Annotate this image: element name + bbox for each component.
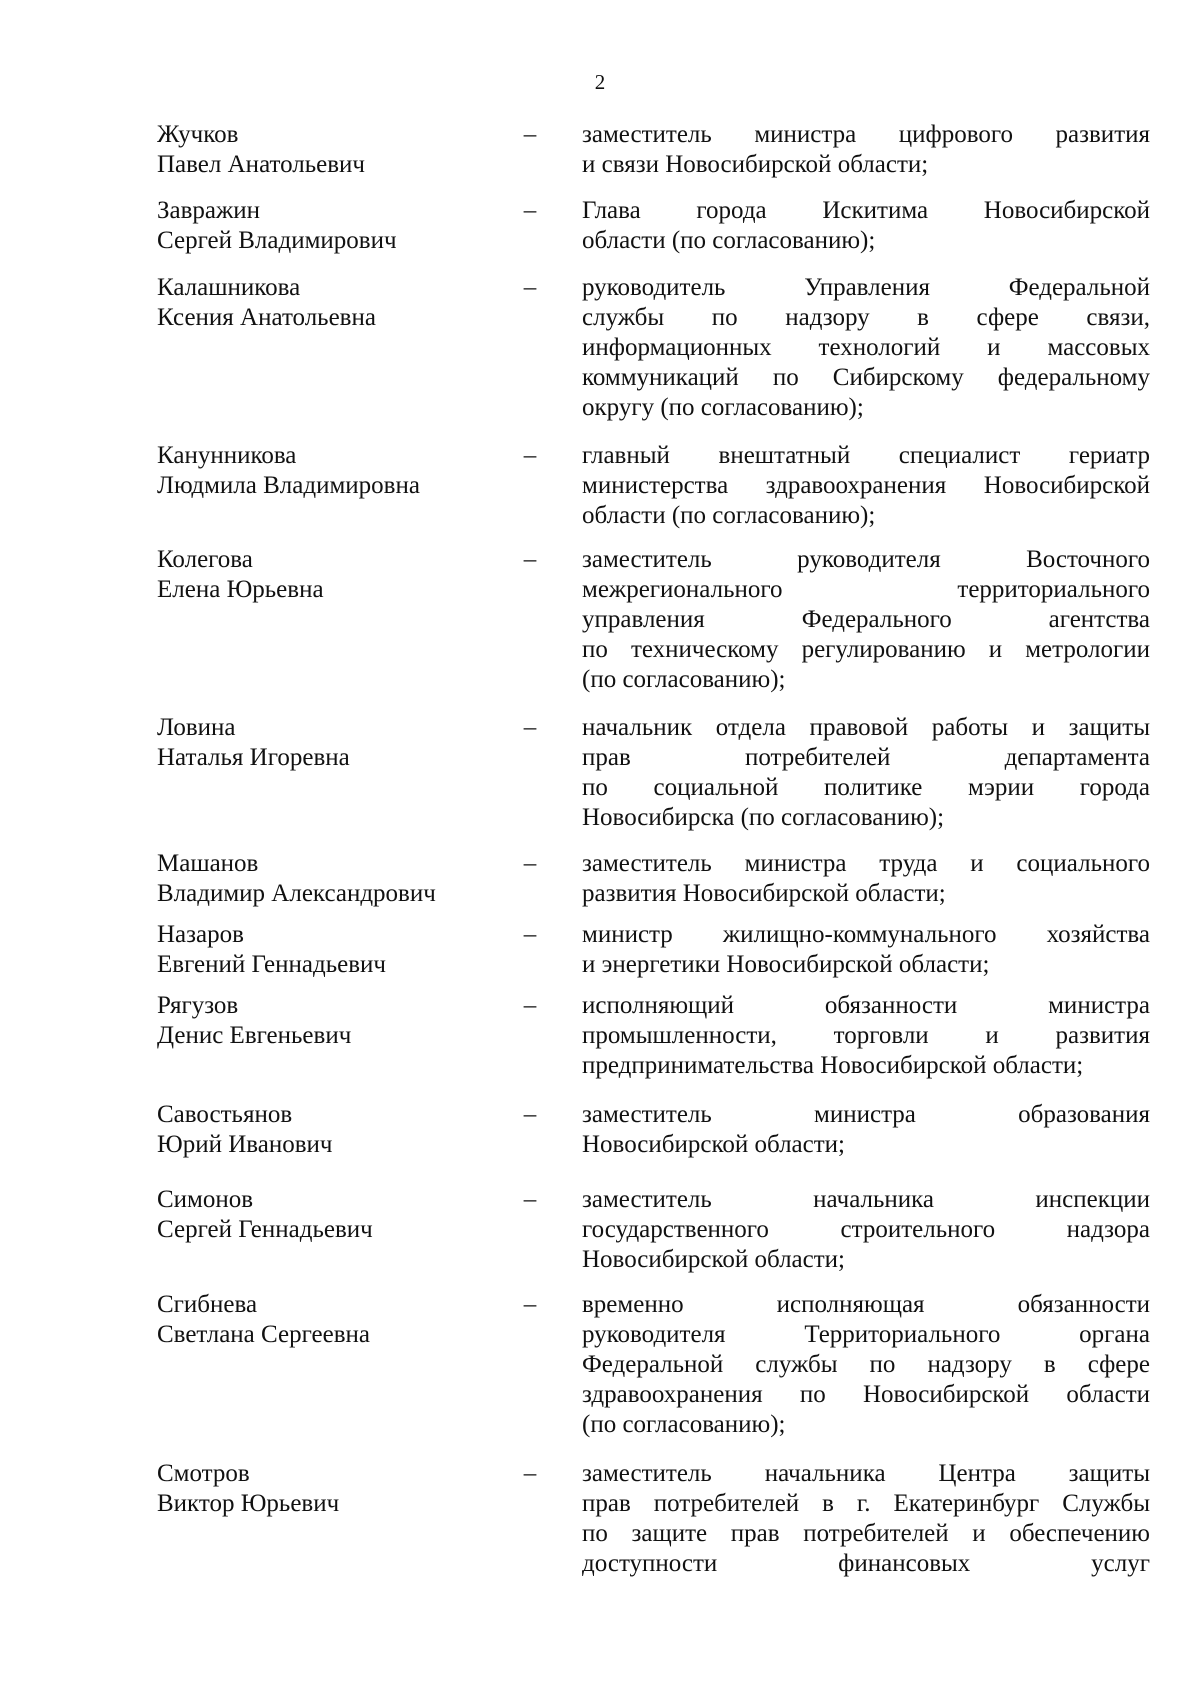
member-given-names: Денис Евгеньевич <box>157 1022 352 1049</box>
position-line: по защите прав потребителей и обеспечению <box>582 1520 1150 1547</box>
member-name <box>157 1100 517 1160</box>
position-line: Федеральной службы по надзору в сфере <box>582 1351 1150 1378</box>
member-surname: Савостьянов <box>157 1101 293 1128</box>
member-given-names: Ксения Анатольевна <box>157 304 376 331</box>
member-name <box>157 920 517 980</box>
dash-separator: – <box>523 921 537 948</box>
dash-separator: – <box>523 121 537 148</box>
position-line: заместитель начальника Центра защиты <box>582 1460 1150 1487</box>
position-line: области (по согласованию); <box>582 227 876 254</box>
position-line: министерства здравоохранения Новосибирской <box>582 472 1150 499</box>
position-line: межрегионального территориального <box>582 576 1150 603</box>
member-surname: Колегова <box>157 546 253 573</box>
position-line: начальник отдела правовой работы и защиты <box>582 714 1150 741</box>
position-line: заместитель министра образования <box>582 1101 1150 1128</box>
member-name <box>157 991 517 1051</box>
member-position <box>582 991 1150 1081</box>
member-name <box>157 120 517 180</box>
position-line: округу (по согласованию); <box>582 394 864 421</box>
dash-separator: – <box>523 992 537 1019</box>
member-surname: Смотров <box>157 1460 250 1487</box>
position-line: Новосибирской области; <box>582 1246 846 1273</box>
position-line: (по согласованию); <box>582 666 786 693</box>
member-surname: Назаров <box>157 921 244 948</box>
dash-separator: – <box>523 714 537 741</box>
position-line: временно исполняющая обязанности <box>582 1291 1150 1318</box>
position-line: информационных технологий и массовых <box>582 334 1150 361</box>
position-line: Новосибирска (по согласованию); <box>582 804 945 831</box>
position-line: Глава города Искитима Новосибирской <box>582 197 1150 224</box>
member-surname: Машанов <box>157 850 259 877</box>
member-position <box>582 1290 1150 1440</box>
member-given-names: Павел Анатольевич <box>157 151 366 178</box>
position-line: коммуникаций по Сибирскому федеральному <box>582 364 1150 391</box>
position-line: по техническому регулированию и метрологии <box>582 636 1150 663</box>
member-given-names: Юрий Иванович <box>157 1131 333 1158</box>
position-line: службы по надзору в сфере связи, <box>582 304 1150 331</box>
position-line: по социальной политике мэрии города <box>582 774 1150 801</box>
member-position <box>582 920 1150 980</box>
dash-separator: – <box>523 1186 537 1213</box>
member-name <box>157 1459 517 1519</box>
member-position <box>582 545 1150 695</box>
member-surname: Жучков <box>157 121 239 148</box>
member-surname: Завражин <box>157 197 261 224</box>
position-line: исполняющий обязанности министра <box>582 992 1150 1019</box>
member-name <box>157 1185 517 1245</box>
position-line: министр жилищно-коммунального хозяйства <box>582 921 1150 948</box>
member-position <box>582 120 1150 180</box>
position-line: развития Новосибирской области; <box>582 880 946 907</box>
position-line: и связи Новосибирской области; <box>582 151 929 178</box>
page-number: 2 <box>594 70 606 94</box>
position-line: руководитель Управления Федеральной <box>582 274 1150 301</box>
member-surname: Ловина <box>157 714 236 741</box>
member-position <box>582 1100 1150 1160</box>
member-given-names: Наталья Игоревна <box>157 744 350 771</box>
member-surname: Канунникова <box>157 442 297 469</box>
member-name <box>157 273 517 333</box>
position-line: и энергетики Новосибирской области; <box>582 951 990 978</box>
member-name <box>157 713 517 773</box>
position-line: предпринимательства Новосибирской области; <box>582 1052 1084 1079</box>
member-name <box>157 1290 517 1350</box>
member-surname: Симонов <box>157 1186 254 1213</box>
member-given-names: Сергей Геннадьевич <box>157 1216 373 1243</box>
member-given-names: Владимир Александрович <box>157 880 436 907</box>
member-surname: Калашникова <box>157 274 301 301</box>
position-line: управления Федерального агентства <box>582 606 1150 633</box>
member-position <box>582 196 1150 256</box>
member-position <box>582 273 1150 423</box>
position-line: заместитель начальника инспекции <box>582 1186 1150 1213</box>
position-line: здравоохранения по Новосибирской области <box>582 1381 1150 1408</box>
dash-separator: – <box>523 274 537 301</box>
member-name <box>157 441 517 501</box>
member-position <box>582 1459 1150 1579</box>
member-position <box>582 1185 1150 1275</box>
position-line: заместитель министра цифрового развития <box>582 121 1150 148</box>
dash-separator: – <box>523 546 537 573</box>
member-name <box>157 849 517 909</box>
dash-separator: – <box>523 1291 537 1318</box>
dash-separator: – <box>523 850 537 877</box>
position-line: прав потребителей департамента <box>582 744 1150 771</box>
member-given-names: Людмила Владимировна <box>157 472 420 499</box>
position-line: главный внештатный специалист гериатр <box>582 442 1150 469</box>
position-line: промышленности, торговли и развития <box>582 1022 1150 1049</box>
member-given-names: Сергей Владимирович <box>157 227 397 254</box>
member-given-names: Виктор Юрьевич <box>157 1490 340 1517</box>
member-given-names: Евгений Геннадьевич <box>157 951 386 978</box>
position-line: области (по согласованию); <box>582 502 876 529</box>
position-line: доступности финансовых услуг <box>582 1550 1150 1577</box>
position-line: прав потребителей в г. Екатеринбург Службы <box>582 1490 1150 1517</box>
member-name <box>157 545 517 605</box>
member-position <box>582 849 1150 909</box>
member-given-names: Елена Юрьевна <box>157 576 324 603</box>
position-line: (по согласованию); <box>582 1411 786 1438</box>
member-position <box>582 441 1150 531</box>
position-line: заместитель министра труда и социального <box>582 850 1150 877</box>
member-given-names: Светлана Сергеевна <box>157 1321 371 1348</box>
dash-separator: – <box>523 1460 537 1487</box>
member-name <box>157 196 517 256</box>
position-line: заместитель руководителя Восточного <box>582 546 1150 573</box>
dash-separator: – <box>523 1101 537 1128</box>
member-surname: Рягузов <box>157 992 239 1019</box>
position-line: Новосибирской области; <box>582 1131 846 1158</box>
dash-separator: – <box>523 442 537 469</box>
position-line: государственного строительного надзора <box>582 1216 1150 1243</box>
member-position <box>582 713 1150 833</box>
member-surname: Сгибнева <box>157 1291 258 1318</box>
dash-separator: – <box>523 197 537 224</box>
position-line: руководителя Территориального органа <box>582 1321 1150 1348</box>
